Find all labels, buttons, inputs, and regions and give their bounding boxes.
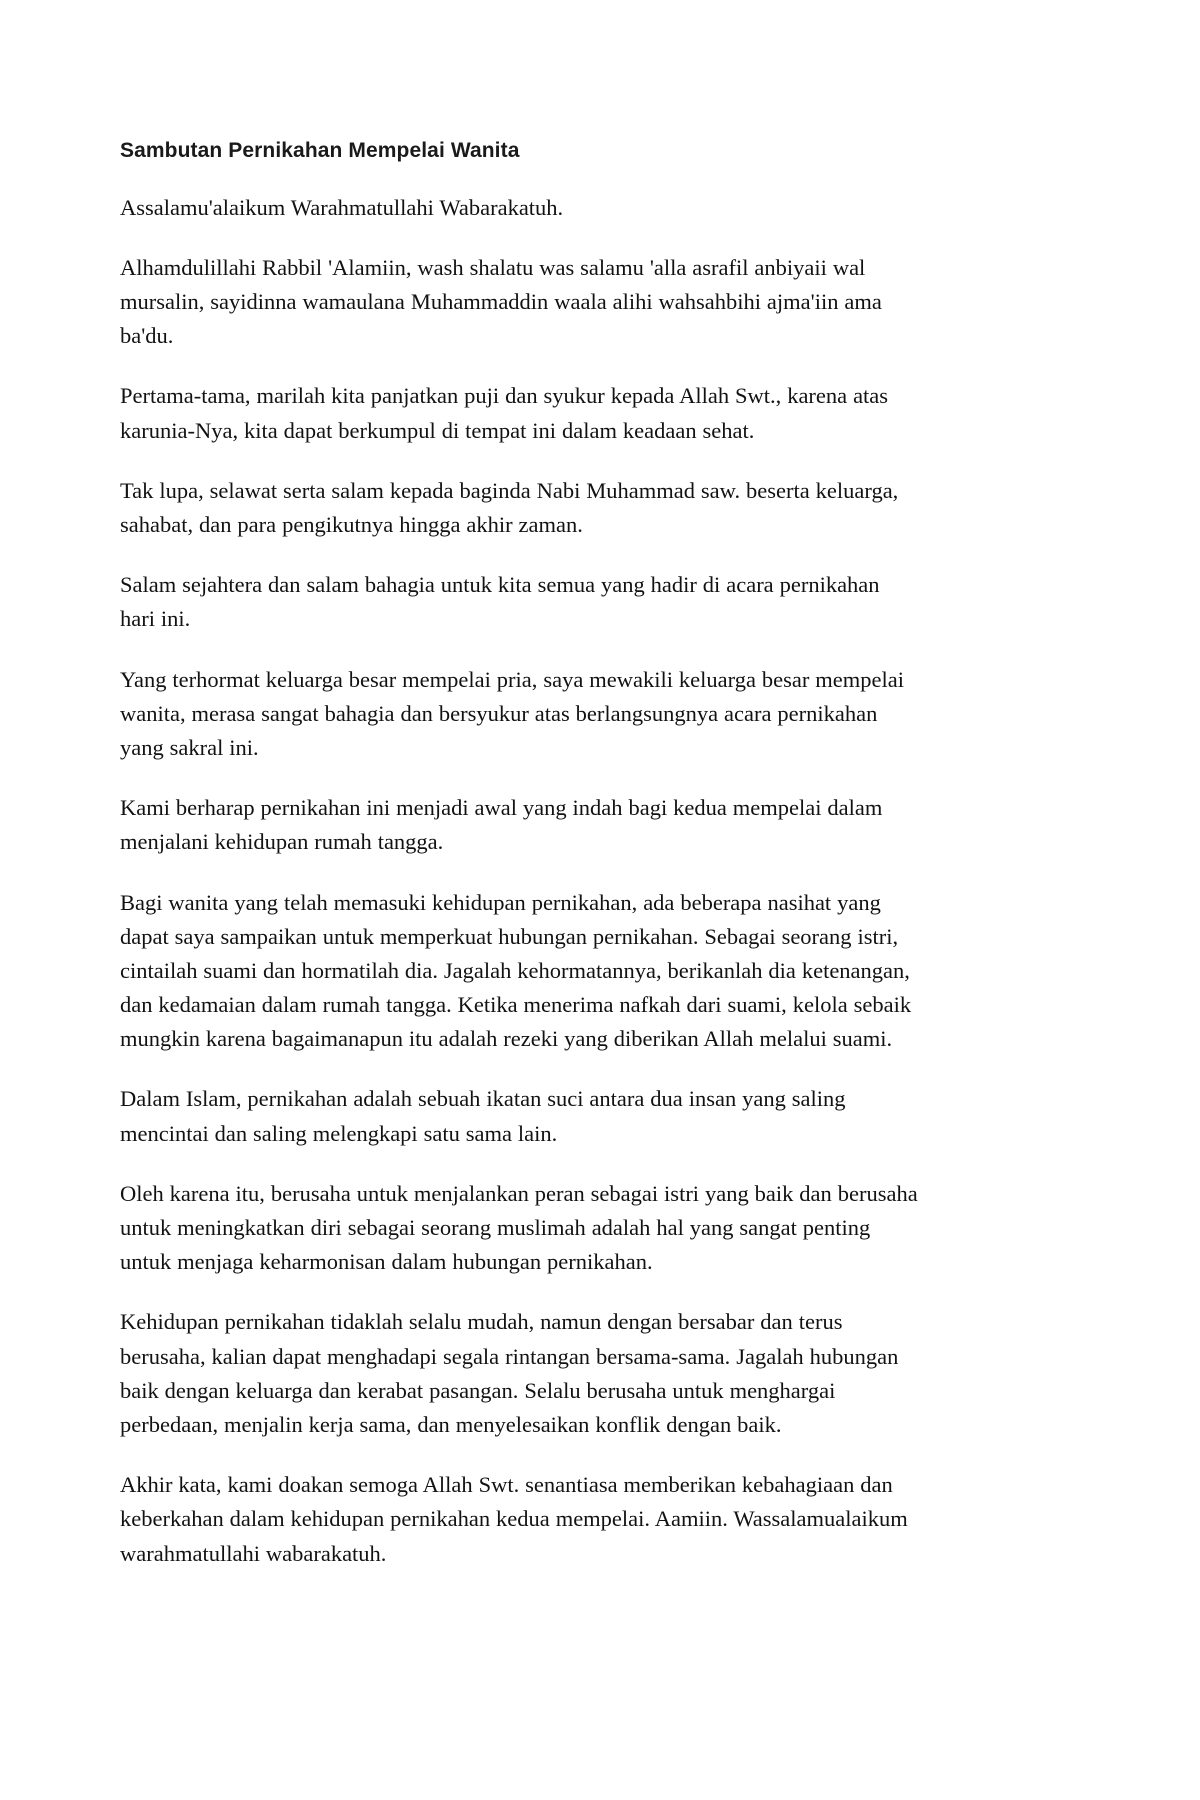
paragraph-praise: Alhamdulillahi Rabbil 'Alamiin, wash shalatu was salamu 'alla asrafil anbiyaii wal mursalin, sayidinna wamaulana Muhammaddin waala alihi wahsahbihi ajma'iin ama ba'du.	[120, 254, 882, 349]
paragraph-hope: Kami berharap pernikahan ini menjadi awal yang indah bagi kedua mempelai dalam menjalani kehidupan rumah tangga.	[120, 795, 883, 855]
document-body	[120, 137, 920, 1571]
paragraph-salawat: Tak lupa, selawat serta salam kepada baginda Nabi Muhammad saw. beserta keluarga, sahabat, dan para pengikutnya hingga akhir zaman.	[120, 477, 899, 538]
paragraph-closing: Akhir kata, kami doakan semoga Allah Swt. senantiasa memberikan kebahagiaan dan keberkahan dalam kehidupan pernikahan kedua mempelai. Aamiin. Wassalamualaikum warahmatullahi wabarakatuh.	[120, 1472, 908, 1566]
paragraph-advice-wife: Bagi wanita yang telah memasuki kehidupan pernikahan, ada beberapa nasihat yang dapat saya sampaikan untuk memperkuat hubungan pernikahan. Sebagai seorang istri, cintailah suami dan hormatilah dia. Jagalah kehormatannya, berikanlah dia ketenangan, dan kedamaian dalam rumah tangga. Ketika menerima nafkah dari suami, kelola sebaik mungkin karena bagaimanapun itu adalah rezeki yang diberikan Allah melalui suami.	[120, 889, 912, 1052]
paragraph-family-address: Yang terhormat keluarga besar mempelai pria, saya mewakili keluarga besar mempelai wanita, merasa sangat bahagia dan bersyukur atas berlangsungnya acara pernikahan yang sakral ini.	[120, 666, 904, 760]
paragraph-self-improvement: Oleh karena itu, berusaha untuk menjalankan peran sebagai istri yang baik dan berusaha untuk meningkatkan diri sebagai seorang muslimah adalah hal yang sangat penting untuk menjaga keharmonisan dalam hubungan pernikahan.	[120, 1180, 918, 1275]
paragraph-gratitude: Pertama-tama, marilah kita panjatkan puji dan syukur kepada Allah Swt., karena atas karunia-Nya, kita dapat berkumpul di tempat ini dalam keadaan sehat.	[120, 383, 889, 443]
paragraph-greeting: Assalamu'alaikum Warahmatullahi Wabarakatuh.	[120, 194, 564, 220]
paragraph-welcome: Salam sejahtera dan salam bahagia untuk kita semua yang hadir di acara pernikahan hari ini.	[120, 572, 880, 632]
page-title: Sambutan Pernikahan Mempelai Wanita	[120, 139, 520, 162]
paragraph-patience: Kehidupan pernikahan tidaklah selalu mudah, namun dengan bersabar dan terus berusaha, kalian dapat menghadapi segala rintangan bersama-sama. Jagalah hubungan baik dengan keluarga dan kerabat pasangan. Selalu berusaha untuk menghargai perbedaan, menjalin kerja sama, dan menyelesaikan konflik dengan baik.	[120, 1309, 899, 1437]
paragraph-islam-marriage: Dalam Islam, pernikahan adalah sebuah ikatan suci antara dua insan yang saling mencintai dan saling melengkapi satu sama lain.	[120, 1086, 846, 1146]
